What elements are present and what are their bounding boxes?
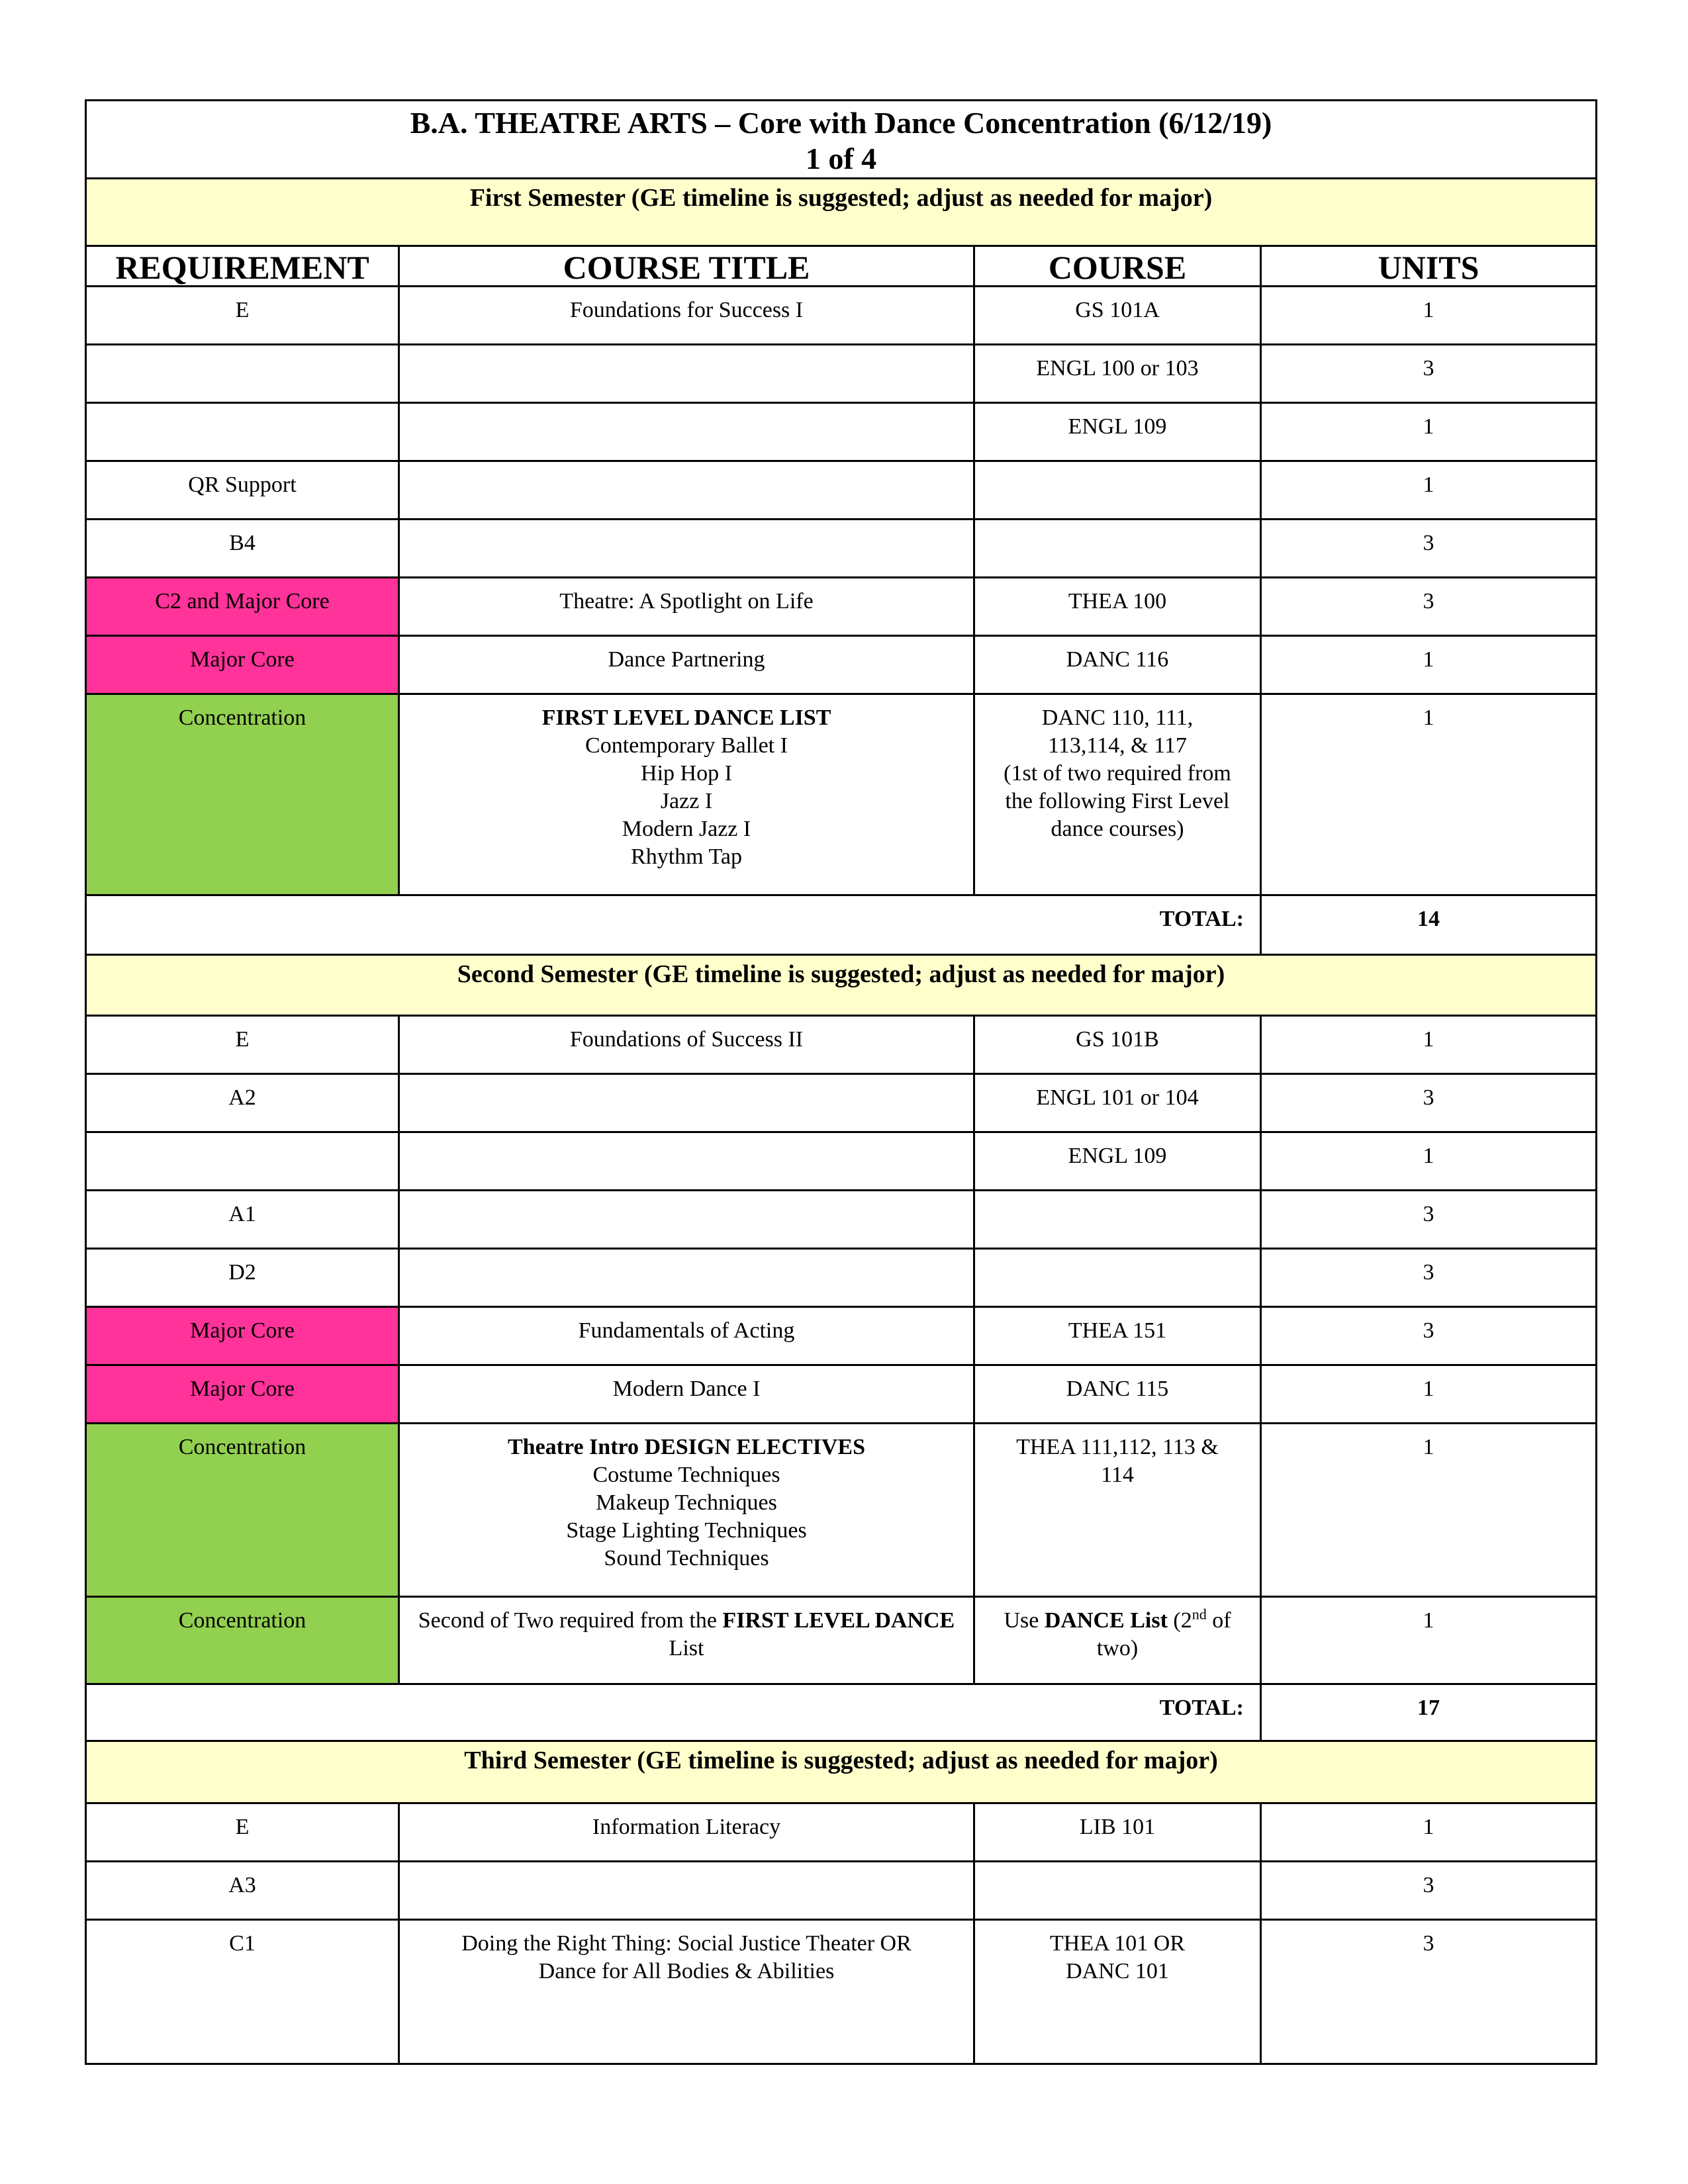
course-cell — [974, 461, 1261, 520]
units-cell: 1 — [1261, 1016, 1597, 1074]
title-part: List — [669, 1636, 704, 1661]
total-row — [86, 895, 1597, 955]
course-cell — [974, 1862, 1261, 1920]
course-cell: ENGL 109 — [974, 403, 1261, 461]
units-cell: 1 — [1261, 1597, 1597, 1684]
table-row — [86, 1191, 1597, 1249]
table-row — [86, 1920, 1597, 2064]
column-header-row — [86, 246, 1597, 287]
table-row — [86, 287, 1597, 345]
course-cell: ENGL 100 or 103 — [974, 345, 1261, 403]
units-cell: 3 — [1261, 520, 1597, 578]
title-part-bold: FIRST LEVEL DANCE — [722, 1608, 955, 1633]
requirement-cell — [86, 403, 399, 461]
units-cell: 1 — [1261, 636, 1597, 694]
requirement-cell: D2 — [86, 1249, 399, 1307]
requirement-cell: C1 — [86, 1920, 399, 2064]
table-row — [86, 1424, 1597, 1597]
requirement-cell: E — [86, 1016, 399, 1074]
units-cell: 3 — [1261, 1074, 1597, 1132]
units-cell: 3 — [1261, 1249, 1597, 1307]
units-cell: 3 — [1261, 1862, 1597, 1920]
semester-title: Third Semester (GE timeline is suggested; adjust as needed for major) — [86, 1741, 1597, 1803]
document-title-cell — [86, 101, 1597, 179]
table-row — [86, 1597, 1597, 1684]
course-title-cell: Foundations for Success I — [399, 287, 974, 345]
requirement-cell: Concentration — [86, 1424, 399, 1597]
list-item: Modern Jazz I — [622, 817, 751, 841]
requirement-cell — [86, 1132, 399, 1191]
semester-header-row — [86, 1741, 1597, 1803]
table-row — [86, 1249, 1597, 1307]
units-cell: 1 — [1261, 1424, 1597, 1597]
course-title-cell — [399, 345, 974, 403]
course-title-cell — [399, 1862, 974, 1920]
course-title-line: Dance for All Bodies & Abilities — [538, 1959, 835, 1983]
course-title-cell — [399, 461, 974, 520]
total-label: TOTAL: — [86, 1684, 1261, 1741]
course-cell — [974, 520, 1261, 578]
table-row — [86, 1803, 1597, 1862]
course-part: (2 — [1167, 1608, 1192, 1633]
course-title-cell — [399, 1191, 974, 1249]
table-row — [86, 520, 1597, 578]
course-title-cell: Fundamentals of Acting — [399, 1307, 974, 1365]
list-item: Hip Hop I — [641, 761, 732, 786]
units-cell: 1 — [1261, 1132, 1597, 1191]
requirement-cell: C2 and Major Core — [86, 578, 399, 636]
course-line: 114 — [1101, 1463, 1134, 1487]
table-row — [86, 345, 1597, 403]
course-title-cell — [399, 1424, 974, 1597]
course-cell — [974, 1249, 1261, 1307]
course-cell — [974, 1597, 1261, 1684]
list-item: Makeup Techniques — [596, 1490, 777, 1515]
total-units: 14 — [1261, 895, 1597, 955]
list-item: Stage Lighting Techniques — [566, 1518, 807, 1543]
course-cell — [974, 1191, 1261, 1249]
course-title-cell: Information Literacy — [399, 1803, 974, 1862]
course-cell: ENGL 109 — [974, 1132, 1261, 1191]
course-line: (1st of two required from — [1004, 761, 1231, 786]
list-item: Costume Techniques — [592, 1463, 780, 1487]
course-cell — [974, 1424, 1261, 1597]
course-cell: DANC 116 — [974, 636, 1261, 694]
course-part-bold: DANCE List — [1044, 1608, 1168, 1633]
table-row — [86, 1132, 1597, 1191]
course-title-cell — [399, 1920, 974, 2064]
course-line: DANC 101 — [1066, 1959, 1169, 1983]
total-label: TOTAL: — [86, 895, 1261, 955]
total-row — [86, 1684, 1597, 1741]
course-cell: THEA 151 — [974, 1307, 1261, 1365]
course-cell: LIB 101 — [974, 1803, 1261, 1862]
list-item: Contemporary Ballet I — [585, 733, 788, 758]
course-line: 113,114, & 117 — [1048, 733, 1187, 758]
units-cell: 1 — [1261, 1365, 1597, 1424]
course-title-cell: Modern Dance I — [399, 1365, 974, 1424]
requirement-cell: Concentration — [86, 1597, 399, 1684]
design-electives-heading — [406, 1433, 966, 1461]
requirement-cell: A1 — [86, 1191, 399, 1249]
requirement-cell: E — [86, 287, 399, 345]
semester-header-row — [86, 955, 1597, 1016]
table-row — [86, 1307, 1597, 1365]
table-row — [86, 694, 1597, 895]
requirement-cell: B4 — [86, 520, 399, 578]
table-row — [86, 1074, 1597, 1132]
course-title-cell — [399, 1074, 974, 1132]
requirement-cell: Major Core — [86, 1307, 399, 1365]
course-title-cell — [399, 1132, 974, 1191]
course-line: dance courses) — [1051, 817, 1184, 841]
total-units: 17 — [1261, 1684, 1597, 1741]
degree-plan-table — [85, 99, 1597, 2065]
page-number: 1 of 4 — [805, 142, 877, 175]
course-title-line: Doing the Right Thing: Social Justice Theater OR — [461, 1931, 912, 1956]
dance-list-heading: FIRST LEVEL DANCE LIST — [541, 705, 831, 730]
table-row — [86, 636, 1597, 694]
requirement-cell: Major Core — [86, 636, 399, 694]
semester-header-row — [86, 179, 1597, 246]
table-row — [86, 461, 1597, 520]
course-line: the following First Level — [1005, 789, 1230, 813]
course-cell: GS 101A — [974, 287, 1261, 345]
list-item: Jazz I — [660, 789, 713, 813]
units-cell: 1 — [1261, 287, 1597, 345]
heading-bold: DESIGN ELECTIVES — [644, 1435, 866, 1459]
table-row — [86, 403, 1597, 461]
units-cell: 1 — [1261, 694, 1597, 895]
course-line: DANC 110, 111, — [1041, 705, 1194, 730]
units-cell: 1 — [1261, 1803, 1597, 1862]
requirement-cell: QR Support — [86, 461, 399, 520]
course-title-cell: Foundations of Success II — [399, 1016, 974, 1074]
document-title: B.A. THEATRE ARTS – Core with Dance Concentration (6/12/19) — [410, 106, 1272, 140]
course-cell: GS 101B — [974, 1016, 1261, 1074]
table-row — [86, 1862, 1597, 1920]
header-course: COURSE — [974, 246, 1261, 287]
requirement-cell: A3 — [86, 1862, 399, 1920]
course-title-cell — [399, 520, 974, 578]
requirement-cell: E — [86, 1803, 399, 1862]
title-part: Second of Two required from the — [418, 1608, 723, 1633]
units-cell: 1 — [1261, 403, 1597, 461]
table-row — [86, 1365, 1597, 1424]
course-title-cell — [399, 1597, 974, 1684]
units-cell: 3 — [1261, 578, 1597, 636]
semester-title: First Semester (GE timeline is suggested; adjust as needed for major) — [86, 179, 1597, 246]
course-line: THEA 111,112, 113 & — [1016, 1435, 1219, 1459]
heading-prefix: Theatre Intro — [507, 1435, 645, 1459]
requirement-cell: A2 — [86, 1074, 399, 1132]
table-row — [86, 578, 1597, 636]
list-item: Rhythm Tap — [631, 844, 742, 869]
units-cell: 3 — [1261, 1920, 1597, 2064]
course-title-cell: Dance Partnering — [399, 636, 974, 694]
units-cell: 3 — [1261, 1191, 1597, 1249]
requirement-cell — [86, 345, 399, 403]
requirement-cell: Concentration — [86, 694, 399, 895]
course-title-cell — [399, 403, 974, 461]
header-course-title: COURSE TITLE — [399, 246, 974, 287]
course-cell: THEA 100 — [974, 578, 1261, 636]
course-title-cell — [399, 1249, 974, 1307]
course-line: THEA 101 OR — [1050, 1931, 1185, 1956]
header-requirement: REQUIREMENT — [86, 246, 399, 287]
list-item: Sound Techniques — [604, 1546, 769, 1570]
table-row — [86, 1016, 1597, 1074]
course-title-cell — [399, 694, 974, 895]
ordinal-suffix: nd — [1192, 1606, 1207, 1623]
units-cell: 3 — [1261, 345, 1597, 403]
course-part: of two) — [1096, 1608, 1231, 1661]
course-title-cell: Theatre: A Spotlight on Life — [399, 578, 974, 636]
units-cell: 3 — [1261, 1307, 1597, 1365]
course-cell: ENGL 101 or 104 — [974, 1074, 1261, 1132]
units-cell: 1 — [1261, 461, 1597, 520]
course-cell — [974, 694, 1261, 895]
header-units: UNITS — [1261, 246, 1597, 287]
course-cell — [974, 1920, 1261, 2064]
title-row — [86, 101, 1597, 179]
course-part: Use — [1004, 1608, 1045, 1633]
course-cell: DANC 115 — [974, 1365, 1261, 1424]
requirement-cell: Major Core — [86, 1365, 399, 1424]
semester-title: Second Semester (GE timeline is suggested; adjust as needed for major) — [86, 955, 1597, 1016]
